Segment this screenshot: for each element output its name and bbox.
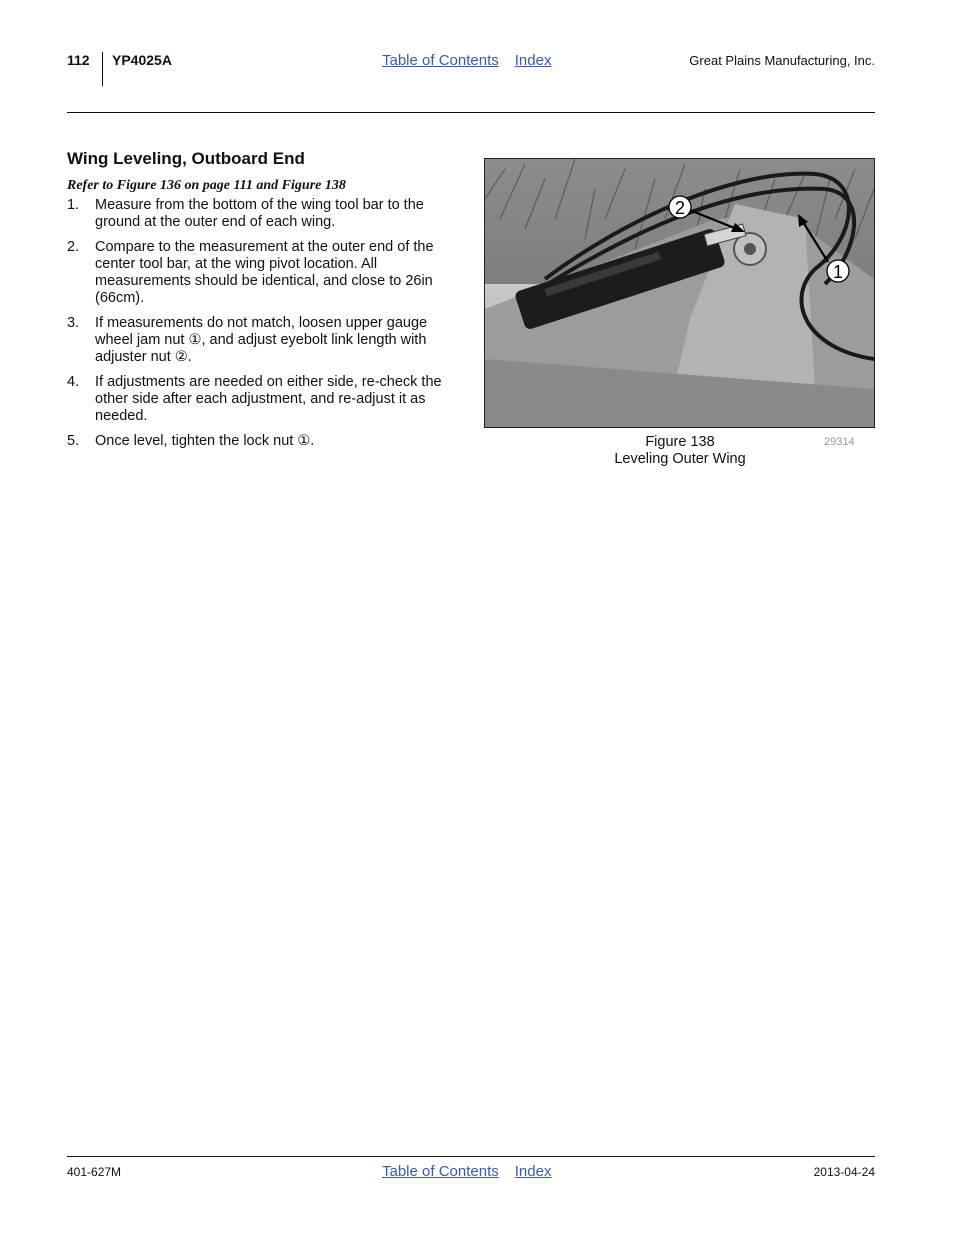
header-nav xyxy=(382,52,551,69)
figure-caption xyxy=(580,434,780,468)
step-text: Compare to the measurement at the outer end of the center tool bar, at the wing pivot location. All measurements should be identical, and close to 26in (66cm). xyxy=(95,239,434,306)
figure-title: Leveling Outer Wing xyxy=(614,451,746,467)
step-text: If adjustments are needed on either side, re-check the other side after each adjustment, and re-adjust it as needed. xyxy=(95,374,442,424)
company-name: Great Plains Manufacturing, Inc. xyxy=(689,53,875,68)
figure-image-id: 29314 xyxy=(824,436,855,448)
list-item xyxy=(67,433,462,450)
footer-index-link[interactable]: Index xyxy=(514,1163,552,1180)
header-rule xyxy=(67,112,875,113)
step-text: Once level, tighten the lock nut ①. xyxy=(95,433,315,449)
step-number: 2. xyxy=(67,239,80,255)
list-item xyxy=(67,197,462,231)
callout-1-label: 1 xyxy=(832,262,844,282)
wing-leveling-photo xyxy=(485,159,874,427)
footer-toc-link[interactable]: Table of Contents xyxy=(382,1163,499,1180)
list-item xyxy=(67,374,462,425)
footer-rule xyxy=(67,1156,875,1157)
callout-2-label: 2 xyxy=(674,198,686,218)
toc-link[interactable]: Table of Contents xyxy=(382,52,499,69)
step-number: 4. xyxy=(67,374,80,390)
page-header xyxy=(0,52,954,92)
revision-date: 2013-04-24 xyxy=(813,1165,875,1179)
step-number: 3. xyxy=(67,315,80,331)
step-number: 5. xyxy=(67,433,80,449)
step-text: Measure from the bottom of the wing tool bar to the ground at the outer end of each wing. xyxy=(95,197,424,230)
instruction-list xyxy=(67,197,462,458)
figure-photo xyxy=(484,158,875,428)
list-item xyxy=(67,239,462,307)
footer-nav xyxy=(382,1163,551,1180)
list-item xyxy=(67,315,462,366)
section-title: Wing Leveling, Outboard End xyxy=(67,149,305,168)
header-divider xyxy=(102,52,103,86)
doc-number: 401-627M xyxy=(67,1165,122,1179)
figure-number: Figure 138 xyxy=(645,434,715,450)
step-number: 1. xyxy=(67,197,80,213)
page-number: 112 xyxy=(67,52,90,68)
step-text: If measurements do not match, loosen upper gauge wheel jam nut ①, and adjust eyebolt link length with adjuster nut ②. xyxy=(95,315,428,365)
figure-reference: Refer to Figure 136 on page 111 and Figure 138 xyxy=(67,178,346,193)
index-link[interactable]: Index xyxy=(514,52,552,69)
document-id: YP4025A xyxy=(112,52,172,68)
